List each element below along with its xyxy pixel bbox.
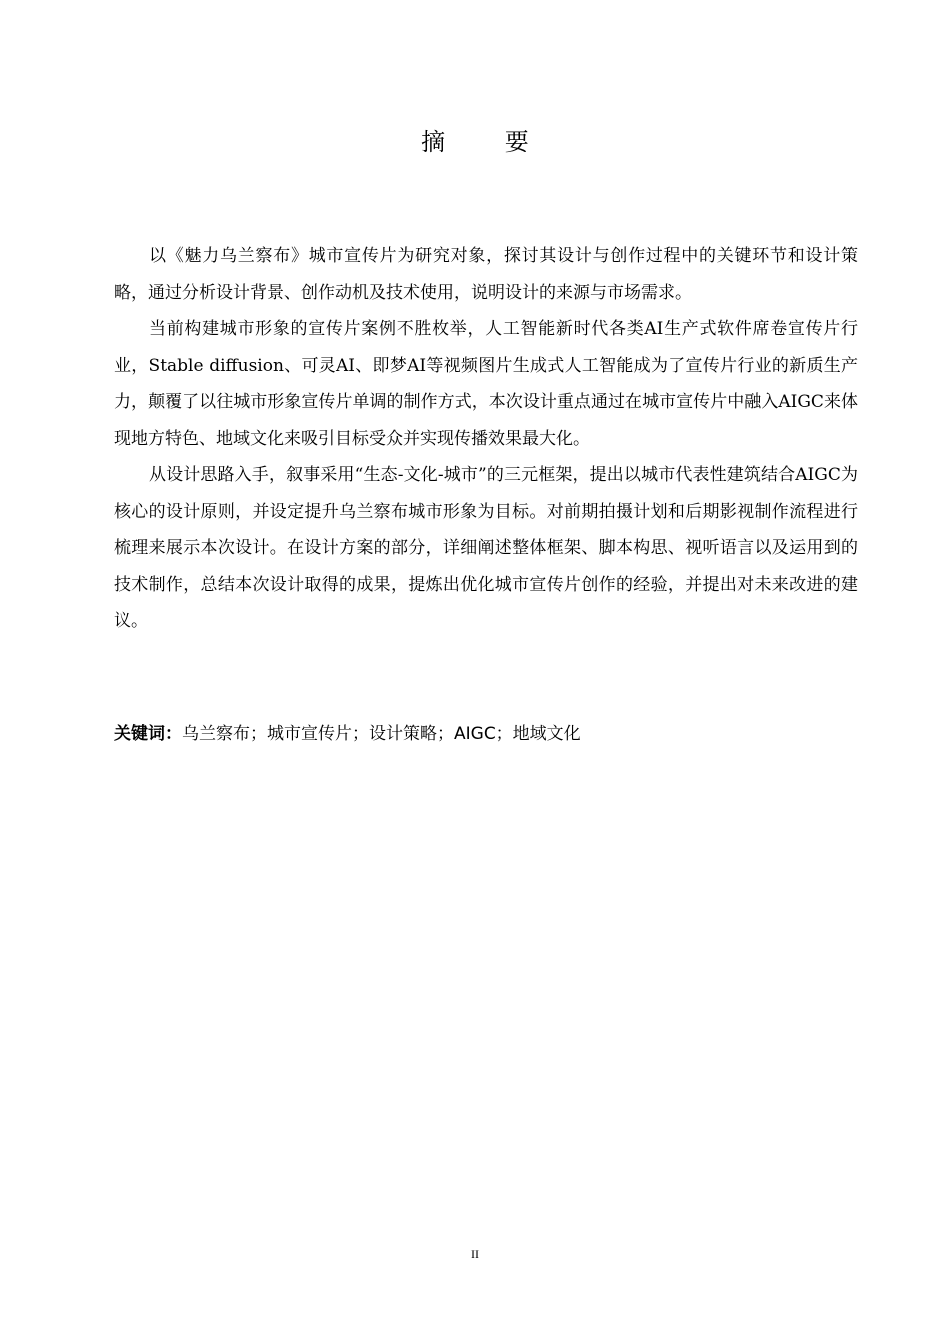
- keywords-line: [114, 719, 858, 749]
- keywords-text: 乌兰察布；城市宣传片；设计策略；AIGC；地域文化: [182, 724, 581, 744]
- abstract-paragraph-2: 当前构建城市形象的宣传片案例不胜枚举，人工智能新时代各类AI生产式软件席卷宣传片行业，Stable diffusion、可灵AI、即梦AI等视频图片生成式人工智能成为了宣传片行业的新质生产力，颠覆了以往城市形象宣传片单调的制作方式，本次设计重点通过在城市宣传片中融入AIGC来体现地方特色、地域文化来吸引目标受众并实现传播效果最大化。: [114, 319, 858, 449]
- abstract-paragraph-3: 从设计思路入手，叙事采用“生态-文化-城市”的三元框架，提出以城市代表性建筑结合AIGC为核心的设计原则，并设定提升乌兰察布城市形象为目标。对前期拍摄计划和后期影视制作流程进行梳理来展示本次设计。在设计方案的部分，详细阐述整体框架、脚本构思、视听语言以及运用到的技术制作，总结本次设计取得的成果，提炼出优化城市宣传片创作的经验，并提出对未来改进的建议。: [114, 465, 858, 631]
- abstract-title: 摘 要: [421, 128, 555, 156]
- page-number: II: [471, 1247, 479, 1261]
- keywords-label: 关键词：: [114, 724, 182, 744]
- abstract-body: [114, 238, 858, 640]
- abstract-paragraph-1: 以《魅力乌兰察布》城市宣传片为研究对象，探讨其设计与创作过程中的关键环节和设计策略，通过分析设计背景、创作动机及技术使用，说明设计的来源与市场需求。: [114, 246, 858, 303]
